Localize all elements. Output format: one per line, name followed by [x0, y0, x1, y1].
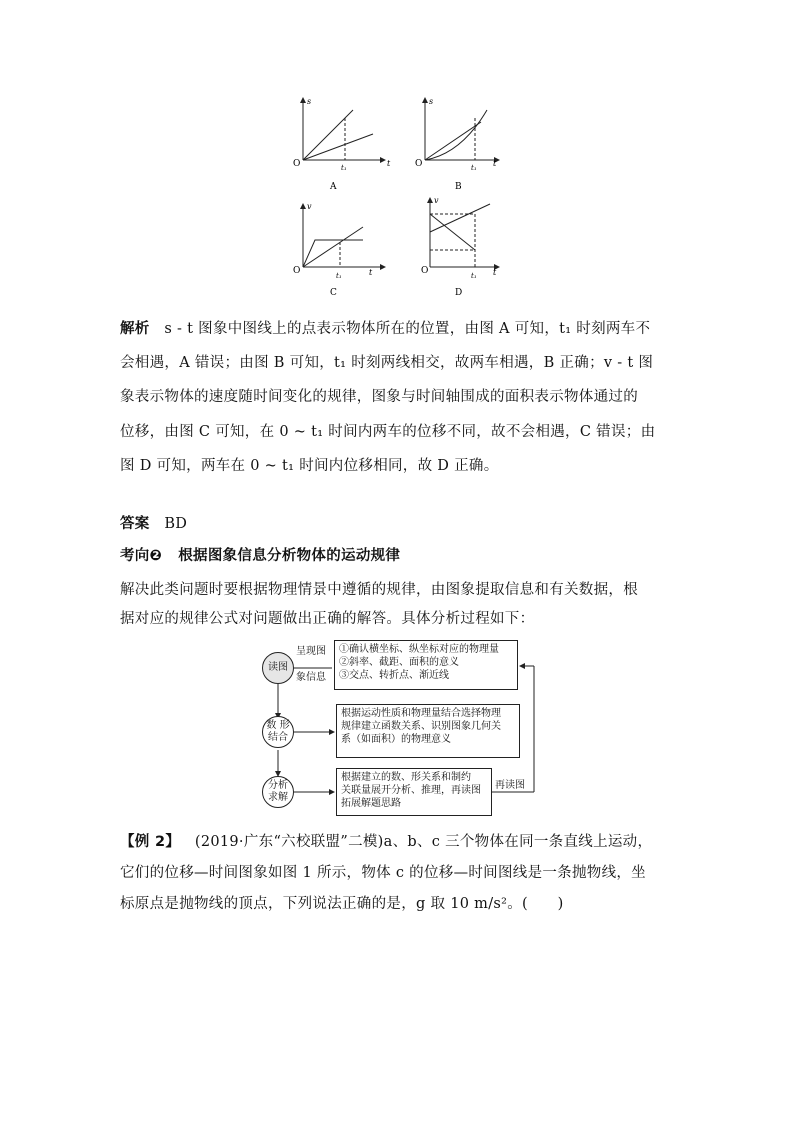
- graph-c-t1: t₁: [336, 272, 342, 280]
- flow-step-combine-1: 数 形: [266, 720, 290, 731]
- flow-step-solve-1: 分析: [268, 780, 288, 791]
- graph-a-t: t: [387, 159, 391, 168]
- analysis-label: 解析: [120, 321, 150, 337]
- graph-a-caption: A: [330, 182, 337, 192]
- flow-note-2a: 象信息: [296, 672, 326, 683]
- flow-box-3-line-2: 关联量展开分析、推理，再读图: [341, 785, 481, 796]
- analysis-text-1: s - t 图象中图线上的点表示物体所在的位置，由图 A 可知，t₁ 时刻两车不: [164, 321, 651, 337]
- flow-note-1a: 呈现图: [296, 646, 326, 657]
- analysis-line-1: [120, 312, 680, 346]
- flow-box-2-line-2: 规律建立函数关系、识别图象几何关: [341, 721, 501, 732]
- example-line-3: 标原点是抛物线的顶点，下列说法正确的是，g 取 10 m/s²。( ): [120, 896, 564, 912]
- graph-a: [303, 98, 385, 160]
- kaoxiang-title: 根据图象信息分析物体的运动规律: [178, 548, 401, 564]
- flow-reread: 再读图: [495, 780, 525, 791]
- flow-step-read: 读图: [262, 652, 294, 684]
- graph-d-t: t: [493, 268, 497, 277]
- graph-b-o: O: [415, 159, 423, 169]
- method-line-1: 解决此类问题时要根据物理情景中遵循的规律，由图象提取信息和有关数据，根: [120, 582, 638, 598]
- graph-a-s: s: [307, 97, 312, 106]
- graph-d: [430, 198, 499, 267]
- graph-b-caption: B: [455, 182, 462, 192]
- graph-b: [425, 98, 499, 160]
- kaoxiang-heading: [120, 546, 680, 566]
- graph-a-o: O: [293, 159, 301, 169]
- flow-note-2: [296, 672, 326, 684]
- kaoxiang-label: 考向❷: [120, 548, 163, 564]
- graph-c-o: O: [293, 266, 301, 276]
- analysis-line-2: 会相遇，A 错误；由图 B 可知，t₁ 时刻两线相交，故两车相遇，B 正确；v - t 图: [120, 355, 654, 372]
- flow-box-1-line-3: ③交点、转折点、渐近线: [339, 670, 449, 681]
- method-line-2: 据对应的规律公式对问题做出正确的解答。具体分析过程如下：: [120, 611, 535, 627]
- method-paragraph: [120, 576, 680, 634]
- graph-d-t1: t₁: [471, 272, 477, 280]
- flow-box-1-line-2: ②斜率、截距、面积的意义: [339, 657, 459, 668]
- flow-box-2: [336, 704, 520, 758]
- example-line-1: [120, 827, 680, 858]
- example-line-2: 它们的位移—时间图象如图 1 所示，物体 c 的位移—时间图线是一条抛物线，坐: [120, 865, 646, 881]
- analysis-paragraph: [120, 312, 680, 483]
- flow-box-1-line-1: ①确认横坐标、纵坐标对应的物理量: [339, 644, 499, 655]
- graph-a-t1: t₁: [341, 164, 347, 172]
- graph-d-o: O: [421, 266, 429, 276]
- analysis-line-5: 图 D 可知，两车在 0 ~ t₁ 时间内位移相同，故 D 正确。: [120, 457, 499, 474]
- analysis-line-3: 象表示物体的速度随时间变化的规律，图象与时间轴围成的面积表示物体通过的: [120, 389, 638, 406]
- graphs-svg: [285, 92, 505, 302]
- flow-box-3-line-1: 根据建立的数、形关系和制约: [341, 772, 471, 783]
- example-label: 【例 2】: [120, 834, 181, 850]
- flowchart: [258, 636, 548, 818]
- flow-note-1: [296, 646, 326, 658]
- graph-c: [303, 204, 385, 267]
- answer-label: 答案: [120, 516, 150, 532]
- graph-grid: [285, 92, 505, 302]
- answer-value: BD: [164, 516, 188, 532]
- graph-b-t1: t₁: [471, 164, 477, 172]
- graph-b-s: s: [429, 97, 434, 106]
- flow-box-2-line-3: 系（如面积）的物理意义: [341, 734, 451, 745]
- flow-step-combine-2: 结合: [268, 732, 288, 743]
- graph-d-v: v: [434, 196, 439, 205]
- analysis-line-4: 位移，由图 C 可知，在 0 ~ t₁ 时间内两车的位移不同，故不会相遇，C 错误；由: [120, 423, 656, 440]
- flow-box-2-line-1: 根据运动性质和物理量结合选择物理: [341, 708, 501, 719]
- answer-line: [120, 514, 680, 534]
- flow-box-3: [336, 768, 492, 816]
- flow-step-combine: [262, 716, 294, 748]
- flow-step-solve: [262, 776, 294, 808]
- graph-c-caption: C: [330, 288, 337, 298]
- graph-c-v: v: [307, 202, 312, 211]
- example-text-1: (2019·广东“六校联盟”二模)a、b、c 三个物体在同一条直线上运动，: [194, 834, 653, 850]
- flow-box-3-line-3: 拓展解题思路: [341, 798, 401, 809]
- flow-step-solve-2: 求解: [268, 792, 288, 803]
- graph-d-caption: D: [455, 288, 463, 298]
- graph-c-t: t: [369, 268, 373, 277]
- example-paragraph: [120, 827, 680, 920]
- graph-b-t: t: [493, 159, 497, 168]
- flow-box-1: [334, 640, 518, 690]
